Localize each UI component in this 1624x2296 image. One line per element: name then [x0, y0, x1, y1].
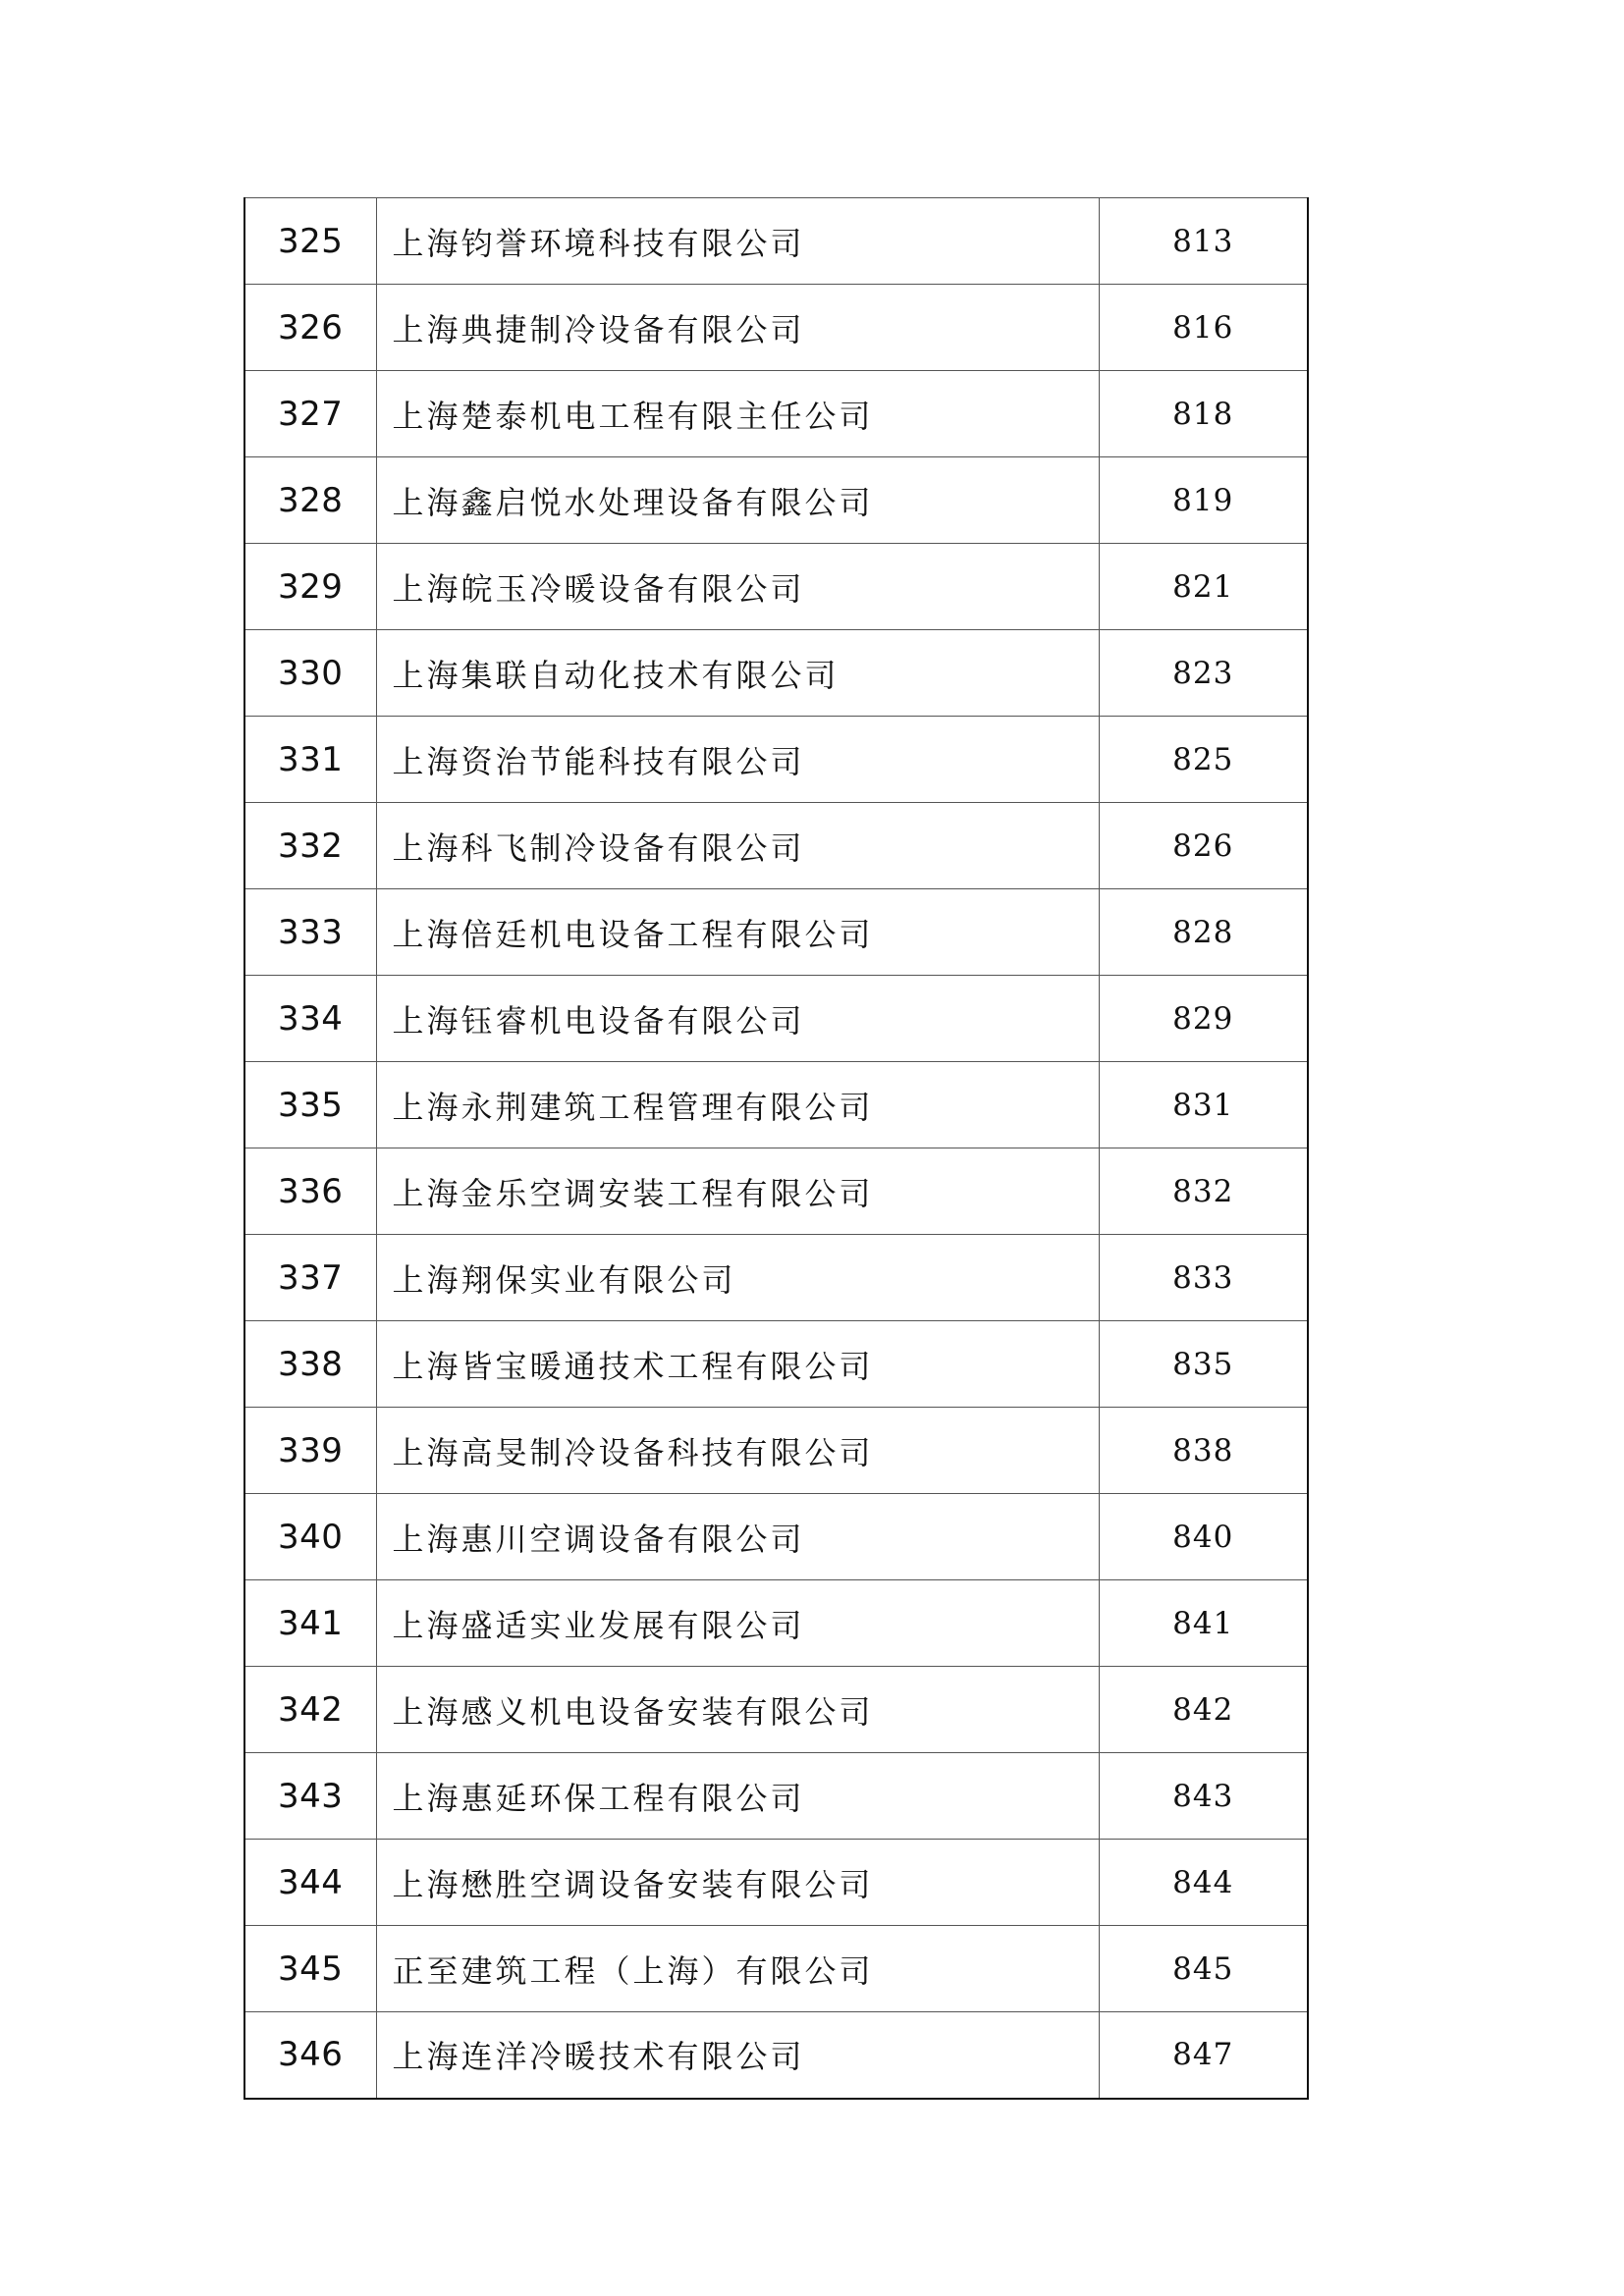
- table-row: [244, 457, 1308, 544]
- company-code: 840: [1099, 1494, 1308, 1580]
- company-name: 上海典捷制冷设备有限公司: [376, 285, 1099, 371]
- table-row: [244, 371, 1308, 457]
- company-code: 844: [1099, 1840, 1308, 1926]
- table-row: [244, 2012, 1308, 2099]
- table-row: [244, 1667, 1308, 1753]
- company-code: 833: [1099, 1235, 1308, 1321]
- company-list-table: [244, 197, 1309, 2100]
- company-code: 813: [1099, 198, 1308, 285]
- row-number: 328: [244, 457, 376, 544]
- row-number: 344: [244, 1840, 376, 1926]
- company-name: 上海科飞制冷设备有限公司: [376, 803, 1099, 889]
- row-number: 343: [244, 1753, 376, 1840]
- row-number: 326: [244, 285, 376, 371]
- row-number: 325: [244, 198, 376, 285]
- company-name: 上海连洋冷暖技术有限公司: [376, 2012, 1099, 2099]
- table-row: [244, 1321, 1308, 1408]
- company-code: 845: [1099, 1926, 1308, 2012]
- company-name: 上海永荆建筑工程管理有限公司: [376, 1062, 1099, 1148]
- company-code: 843: [1099, 1753, 1308, 1840]
- row-number: 329: [244, 544, 376, 630]
- row-number: 338: [244, 1321, 376, 1408]
- row-number: 327: [244, 371, 376, 457]
- table-row: [244, 1494, 1308, 1580]
- company-code: 835: [1099, 1321, 1308, 1408]
- table-row: [244, 1580, 1308, 1667]
- company-name: 上海懋胜空调设备安装有限公司: [376, 1840, 1099, 1926]
- company-code: 831: [1099, 1062, 1308, 1148]
- table-row: [244, 544, 1308, 630]
- table-row: [244, 198, 1308, 285]
- company-code: 829: [1099, 976, 1308, 1062]
- row-number: 332: [244, 803, 376, 889]
- table-row: [244, 803, 1308, 889]
- company-code: 818: [1099, 371, 1308, 457]
- table-row: [244, 1408, 1308, 1494]
- row-number: 342: [244, 1667, 376, 1753]
- company-name: 上海皆宝暖通技术工程有限公司: [376, 1321, 1099, 1408]
- company-code: 841: [1099, 1580, 1308, 1667]
- company-code: 826: [1099, 803, 1308, 889]
- company-name: 正至建筑工程（上海）有限公司: [376, 1926, 1099, 2012]
- company-name: 上海高旻制冷设备科技有限公司: [376, 1408, 1099, 1494]
- row-number: 345: [244, 1926, 376, 2012]
- row-number: 339: [244, 1408, 376, 1494]
- table-row: [244, 976, 1308, 1062]
- company-name: 上海皖玉冷暖设备有限公司: [376, 544, 1099, 630]
- company-code: 821: [1099, 544, 1308, 630]
- company-list-body: [244, 198, 1308, 2099]
- company-code: 828: [1099, 889, 1308, 976]
- company-name: 上海鑫启悦水处理设备有限公司: [376, 457, 1099, 544]
- row-number: 337: [244, 1235, 376, 1321]
- table-row: [244, 1753, 1308, 1840]
- company-code: 832: [1099, 1148, 1308, 1235]
- row-number: 330: [244, 630, 376, 717]
- company-name: 上海金乐空调安装工程有限公司: [376, 1148, 1099, 1235]
- company-name: 上海楚泰机电工程有限主任公司: [376, 371, 1099, 457]
- table-row: [244, 1840, 1308, 1926]
- row-number: 335: [244, 1062, 376, 1148]
- table-row: [244, 630, 1308, 717]
- row-number: 346: [244, 2012, 376, 2099]
- row-number: 336: [244, 1148, 376, 1235]
- company-code: 842: [1099, 1667, 1308, 1753]
- company-name: 上海集联自动化技术有限公司: [376, 630, 1099, 717]
- table-row: [244, 1926, 1308, 2012]
- company-code: 847: [1099, 2012, 1308, 2099]
- company-name: 上海资治节能科技有限公司: [376, 717, 1099, 803]
- row-number: 331: [244, 717, 376, 803]
- table-row: [244, 717, 1308, 803]
- table-row: [244, 1235, 1308, 1321]
- company-code: 816: [1099, 285, 1308, 371]
- table-row: [244, 889, 1308, 976]
- company-code: 823: [1099, 630, 1308, 717]
- company-name: 上海翔保实业有限公司: [376, 1235, 1099, 1321]
- company-name: 上海盛适实业发展有限公司: [376, 1580, 1099, 1667]
- company-name: 上海钧誉环境科技有限公司: [376, 198, 1099, 285]
- row-number: 340: [244, 1494, 376, 1580]
- company-name: 上海感义机电设备安装有限公司: [376, 1667, 1099, 1753]
- table-row: [244, 1062, 1308, 1148]
- company-name: 上海惠延环保工程有限公司: [376, 1753, 1099, 1840]
- company-code: 825: [1099, 717, 1308, 803]
- row-number: 333: [244, 889, 376, 976]
- company-code: 838: [1099, 1408, 1308, 1494]
- company-name: 上海倍廷机电设备工程有限公司: [376, 889, 1099, 976]
- company-code: 819: [1099, 457, 1308, 544]
- table-row: [244, 1148, 1308, 1235]
- row-number: 341: [244, 1580, 376, 1667]
- company-name: 上海惠川空调设备有限公司: [376, 1494, 1099, 1580]
- table-row: [244, 285, 1308, 371]
- company-name: 上海钰睿机电设备有限公司: [376, 976, 1099, 1062]
- row-number: 334: [244, 976, 376, 1062]
